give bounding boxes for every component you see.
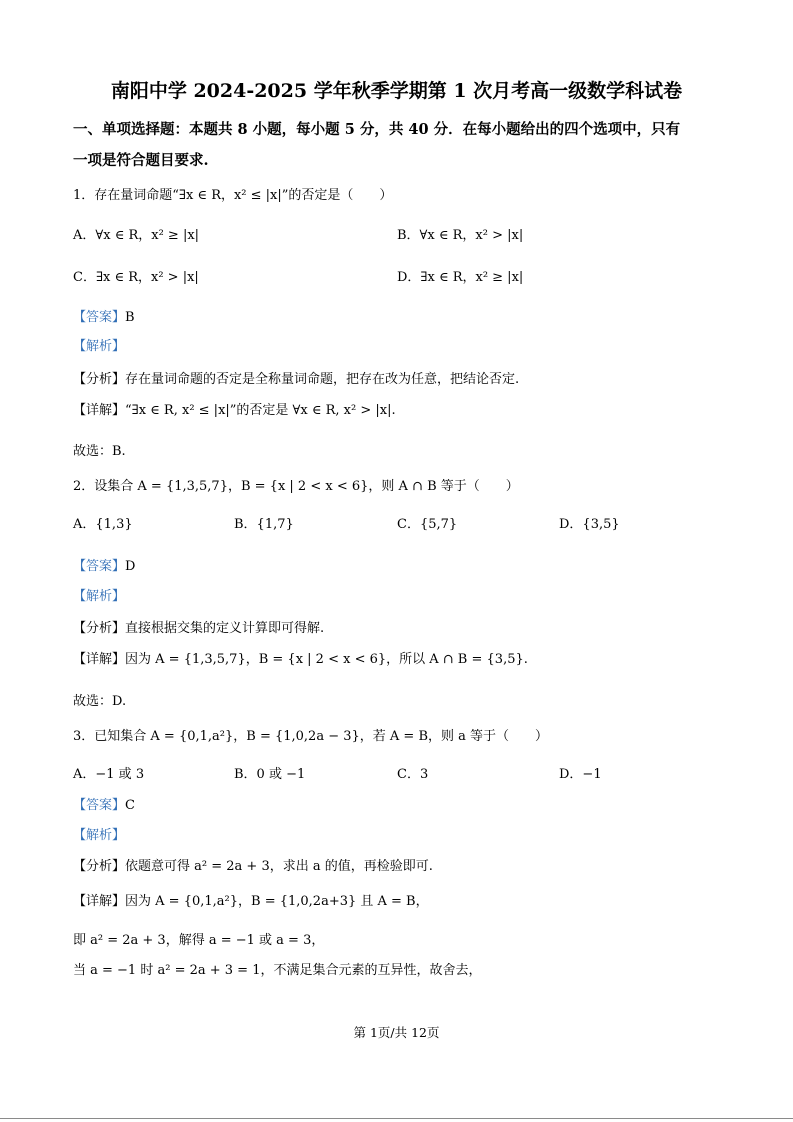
q2-option-c: C．{5,7} bbox=[397, 517, 458, 532]
page-title: 南阳中学 2024-2025 学年秋季学期第 1 次月考高一级数学科试卷 bbox=[110, 80, 683, 102]
q2-fenxi: 直接根据交集的定义计算即可得解. bbox=[125, 621, 325, 636]
bottom-divider bbox=[0, 1118, 793, 1119]
q2-choice: 故选：D. bbox=[73, 694, 127, 709]
q3-solution-line3: 当 a = −1 时 a² = 2a + 3 = 1，不满足集合元素的互异性，故舍去， bbox=[73, 963, 482, 978]
q1-choice: 故选：B. bbox=[73, 444, 126, 459]
q2-xiangjie: 因为 A = {1,3,5,7}，B = {x | 2 < x < 6}，所以 A ∩ B = {3,5}. bbox=[125, 652, 528, 667]
analysis-tag: 【解析】 bbox=[73, 339, 126, 354]
fenxi-tag: 【分析】 bbox=[73, 859, 126, 874]
q2-option-d: D．{3,5} bbox=[559, 517, 620, 532]
q1-xiangjie-line bbox=[73, 402, 396, 420]
q1-stem: 1．存在量词命题“∃x ∈ R，x² ≤ |x|”的否定是（ ） bbox=[73, 188, 393, 203]
q2-option-b: B．{1,7} bbox=[234, 517, 294, 532]
page-footer: 第 1页/共 12页 bbox=[353, 1025, 440, 1040]
q1-option-d: D．∃x ∈ R，x² ≥ |x| bbox=[397, 270, 524, 285]
q3-option-d: D．−1 bbox=[559, 767, 602, 782]
q3-answer-line bbox=[73, 797, 135, 815]
q1-xiangjie: “∃x ∈ R, x² ≤ |x|”的否定是 ∀x ∈ R, x² > |x|. bbox=[125, 403, 396, 418]
fenxi-tag: 【分析】 bbox=[73, 621, 126, 636]
q3-xiangjie: 因为 A = {0,1,a²}，B = {1,0,2a+3} 且 A = B， bbox=[125, 894, 429, 909]
q1-option-a: A．∀x ∈ R，x² ≥ |x| bbox=[73, 228, 200, 243]
q2-xiangjie-line bbox=[73, 651, 528, 669]
q1-answer-line bbox=[73, 309, 135, 327]
answer-tag: 【答案】 bbox=[73, 559, 126, 574]
section-heading-line2: 一项是符合题目要求. bbox=[73, 152, 209, 169]
q1-option-b: B．∀x ∈ R，x² > |x| bbox=[397, 228, 524, 243]
q2-answer-line bbox=[73, 558, 135, 576]
q3-option-b: B．0 或 −1 bbox=[234, 767, 306, 782]
xiangjie-tag: 【详解】 bbox=[73, 894, 126, 909]
q2-analysis-line bbox=[73, 588, 125, 606]
q1-fenxi: 存在量词命题的否定是全称量词命题，把存在改为任意，把结论否定. bbox=[125, 372, 520, 387]
q3-option-a: A．−1 或 3 bbox=[73, 767, 145, 782]
fenxi-tag: 【分析】 bbox=[73, 372, 126, 387]
q3-solution-line2: 即 a² = 2a + 3，解得 a = −1 或 a = 3， bbox=[73, 933, 325, 948]
q2-answer: D bbox=[125, 559, 136, 574]
q3-fenxi-line bbox=[73, 858, 433, 876]
q1-fenxi-line bbox=[73, 371, 519, 389]
q3-fenxi: 依题意可得 a² = 2a + 3，求出 a 的值，再检验即可. bbox=[125, 859, 433, 874]
q1-answer: B bbox=[125, 310, 135, 325]
answer-tag: 【答案】 bbox=[73, 798, 126, 813]
q1-analysis-line bbox=[73, 338, 125, 356]
xiangjie-tag: 【详解】 bbox=[73, 652, 126, 667]
analysis-tag: 【解析】 bbox=[73, 828, 126, 843]
answer-tag: 【答案】 bbox=[73, 310, 126, 325]
q3-analysis-line bbox=[73, 827, 125, 845]
section-heading-line1: 一、单项选择题：本题共 8 小题，每小题 5 分，共 40 分．在每小题给出的四个选项中，只有 bbox=[73, 121, 681, 138]
q2-option-a: A．{1,3} bbox=[73, 517, 133, 532]
q3-stem: 3．已知集合 A = {0,1,a²}，B = {1,0,2a − 3}，若 A = B，则 a 等于（ ） bbox=[73, 729, 549, 744]
q2-stem: 2．设集合 A = {1,3,5,7}，B = {x | 2 < x < 6}，则 A ∩ B 等于（ ） bbox=[73, 479, 519, 494]
analysis-tag: 【解析】 bbox=[73, 589, 126, 604]
q1-option-c: C．∃x ∈ R，x² > |x| bbox=[73, 270, 199, 285]
q2-fenxi-line bbox=[73, 620, 324, 638]
q3-answer: C bbox=[125, 798, 135, 813]
q3-xiangjie-line bbox=[73, 893, 429, 911]
xiangjie-tag: 【详解】 bbox=[73, 403, 126, 418]
q3-option-c: C．3 bbox=[397, 767, 429, 782]
